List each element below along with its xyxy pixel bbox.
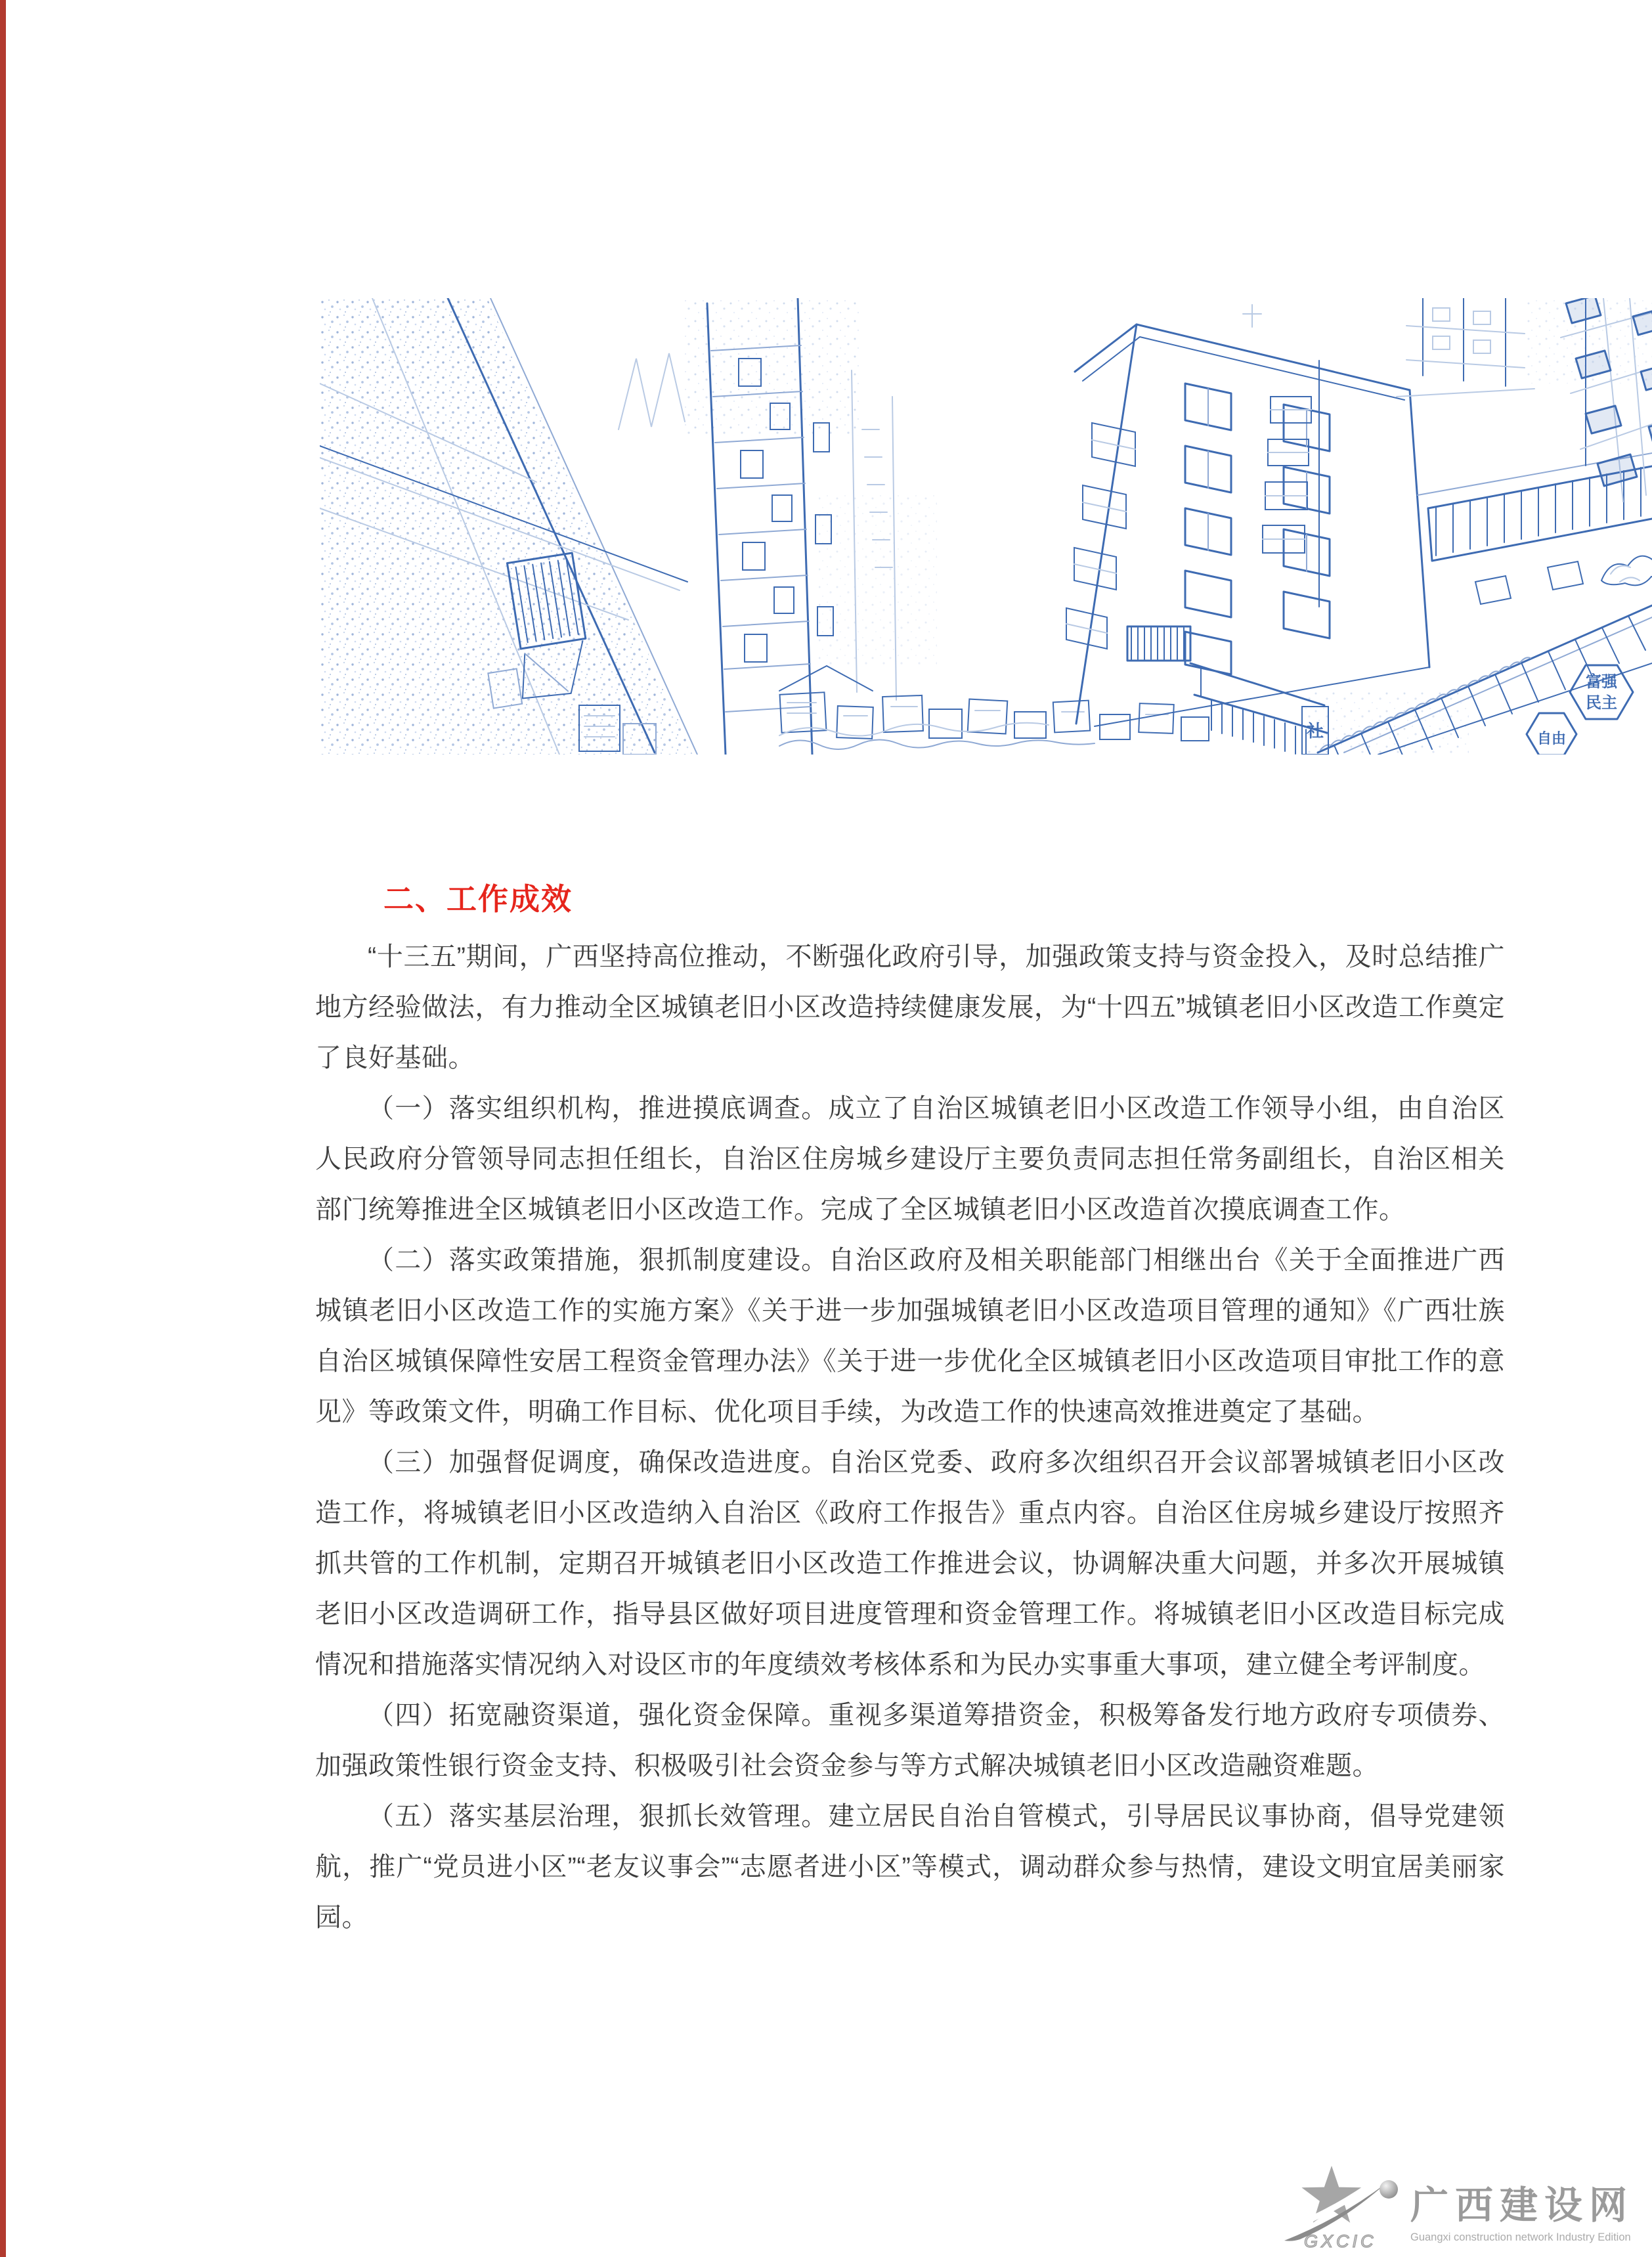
left-accent-bar [0,0,6,2257]
logo-sphere-icon [1380,2180,1398,2199]
paragraph-item-4: （四）拓宽融资渠道，强化资金保障。重视多渠道筹措资金，积极筹备发行地方政府专项债券、加强政策性银行资金支持、积极吸引社会资金参与等方式解决城镇老旧小区改造融资难题。 [315,1701,1505,1780]
section-title: 二、工作成效 [383,882,573,916]
logo-text-en: Guangxi construction network Industry Edition [1410,2231,1631,2243]
street-sketch-svg [320,298,1652,755]
sign-label: 民主 [1586,694,1617,712]
sign-label: 自由 [1536,730,1567,747]
logo-star-icon [1284,2166,1398,2241]
footer-logo [1280,2164,1648,2256]
logo-text-cn: 广西建设网 [1410,2184,1634,2227]
paragraph-item-1: （一）落实组织机构，推进摸底调查。成立了自治区城镇老旧小区改造工作领导小组，由自治区人民政府分管领导同志担任组长，自治区住房城乡建设厅主要负责同志担任常务副组长，自治区相关部门统筹推进全区城镇老旧小区改造工作。完成了全区城镇老旧小区改造首次摸底调查工作。 [315,1094,1505,1224]
logo-acronym: GXCIC [1304,2231,1377,2251]
street-sketch-illustration [320,298,1652,755]
sign-label: 富强 [1586,673,1617,691]
footer-logo-svg [1280,2164,1648,2256]
paragraph-item-3: （三）加强督促调度，确保改造进度。自治区党委、政府多次组织召开会议部署城镇老旧小区改造工作，将城镇老旧小区改造纳入自治区《政府工作报告》重点内容。自治区住房城乡建设厅按照齐抓共管的工作机制，定期召开城镇老旧小区改造工作推进会议，协调解决重大问题，并多次开展城镇老旧小区改造调研工作，指导县区做好项目进度管理和资金管理工作。将城镇老旧小区改造目标完成情况和措施落实情况纳入对设区市的年度绩效考核体系和为民办实事重大事项，建立健全考评制度。 [315,1448,1505,1679]
paragraph-item-5: （五）落实基层治理，狠抓长效管理。建立居民自治自管模式，引导居民议事协商，倡导党建领航，推广“党员进小区”“老友议事会”“志愿者进小区”等模式，调动群众参与热情，建设文明宜居美丽家园。 [315,1802,1505,1932]
paragraph-intro: “十三五”期间，广西坚持高位推动，不断强化政府引导，加强政策支持与资金投入，及时总结推广地方经验做法，有力推动全区城镇老旧小区改造持续健康发展，为“十四五”城镇老旧小区改造工作奠定了良好基础。 [315,942,1505,1072]
article-section [315,881,1505,1943]
sign-label: 社 [1306,721,1324,741]
paragraph-item-2: （二）落实政策措施，狠抓制度建设。自治区政府及相关职能部门相继出台《关于全面推进广西城镇老旧小区改造工作的实施方案》《关于进一步加强城镇老旧小区改造项目管理的通知》《广西壮族自治区城镇保障性安居工程资金管理办法》《关于进一步优化全区城镇老旧小区改造项目审批工作的意见》等政策文件，明确工作目标、优化项目手续，为改造工作的快速高效推进奠定了基础。 [315,1246,1505,1426]
